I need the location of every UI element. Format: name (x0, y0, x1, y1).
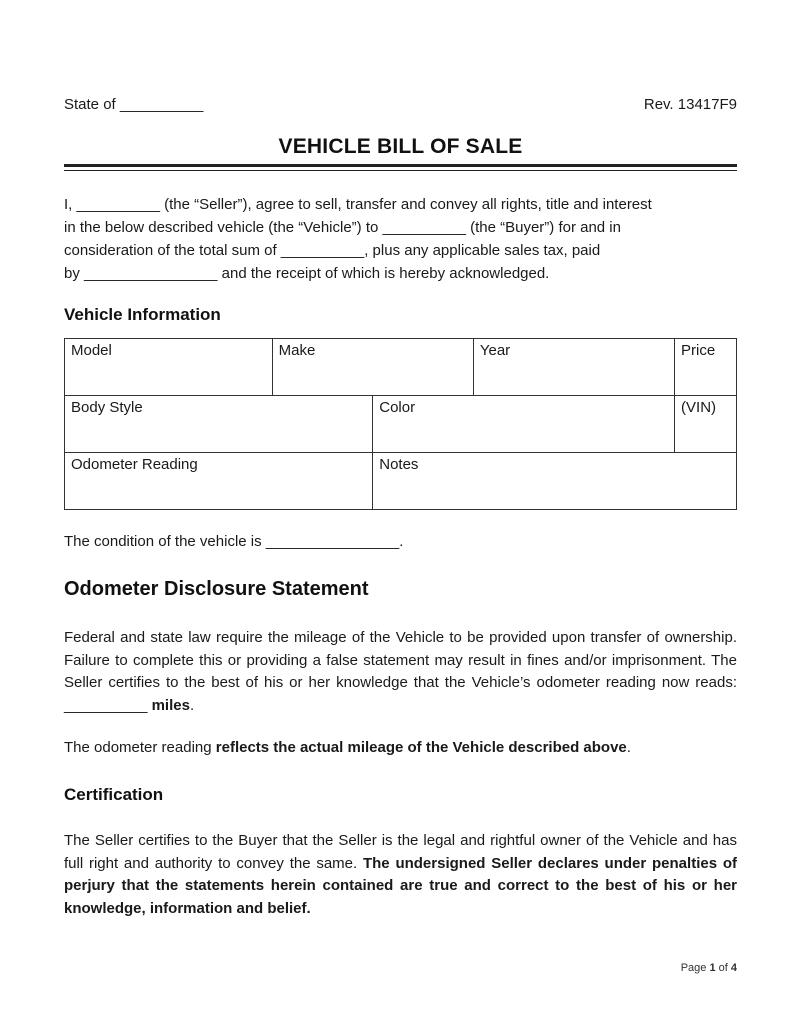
odometer-heading: Odometer Disclosure Statement (64, 578, 369, 600)
year-cell[interactable]: Year (473, 339, 674, 396)
certification-heading: Certification (64, 785, 164, 804)
odometer-reading-line (64, 739, 631, 756)
intro-line-2: in the below described vehicle (the “Vehicle”) to __________ (the “Buyer”) for and in (64, 219, 621, 236)
table-row (65, 339, 737, 396)
title-rule-thick (64, 164, 737, 167)
vehicle-info-table (64, 338, 737, 510)
color-cell[interactable]: Color (373, 396, 675, 453)
odometer-paragraph (64, 627, 737, 717)
price-cell[interactable]: Price (675, 339, 737, 396)
vehicle-info-heading: Vehicle Information (64, 305, 221, 324)
state-field: State of __________ (64, 96, 204, 113)
revision-number: Rev. 13417F9 (643, 96, 737, 113)
page-current: 1 (709, 962, 716, 974)
certification-bold: The undersigned Seller declares under penalties of perjury that the statements herein contained are true and correct to the best of his or her knowledge, information and belief. (64, 854, 737, 917)
miles-label: miles (151, 696, 190, 714)
reading-end: . (626, 739, 631, 756)
condition-line: The condition of the vehicle is ________________. (64, 533, 404, 550)
page-word: Page (680, 962, 710, 974)
of-word: of (715, 962, 731, 974)
certification-text: The Seller certifies to the Buyer that the Seller is the legal and rightful owner of the Vehicle and has full right and authority to convey the same. (64, 832, 737, 872)
document-title: VEHICLE BILL OF SALE (278, 135, 523, 158)
intro-line-3: consideration of the total sum of __________, plus any applicable sales tax, paid (64, 242, 601, 259)
table-row (65, 453, 737, 510)
reading-bold: reflects the actual mileage of the Vehicle described above (215, 739, 627, 756)
model-cell[interactable]: Model (65, 339, 273, 396)
intro-line-1: I, __________ (the “Seller”), agree to sell, transfer and convey all rights, title and interest (64, 196, 652, 213)
intro-line-4: by ________________ and the receipt of which is hereby acknowledged. (64, 265, 550, 282)
vin-cell[interactable]: (VIN) (675, 396, 737, 453)
odometer-text: Federal and state law require the mileage of the Vehicle to be provided upon transfer of ownership. Failure to complete this or providing a false statement may result in fines and/or imprisonment. The Seller certifies to the best of his or her knowledge that the Vehicle’s odometer reading now reads: __________ (64, 629, 737, 714)
certification-paragraph (64, 830, 737, 920)
table-row (65, 396, 737, 453)
title-rule-thin (64, 170, 737, 171)
notes-cell[interactable]: Notes (373, 453, 737, 510)
intro-paragraph (64, 193, 737, 285)
odometer-end: . (189, 696, 195, 714)
body-style-cell[interactable]: Body Style (65, 396, 373, 453)
make-cell[interactable]: Make (272, 339, 473, 396)
odometer-reading-cell[interactable]: Odometer Reading (65, 453, 373, 510)
reading-text: The odometer reading (64, 739, 216, 756)
page-total: 4 (730, 962, 737, 974)
page-number (681, 962, 737, 974)
